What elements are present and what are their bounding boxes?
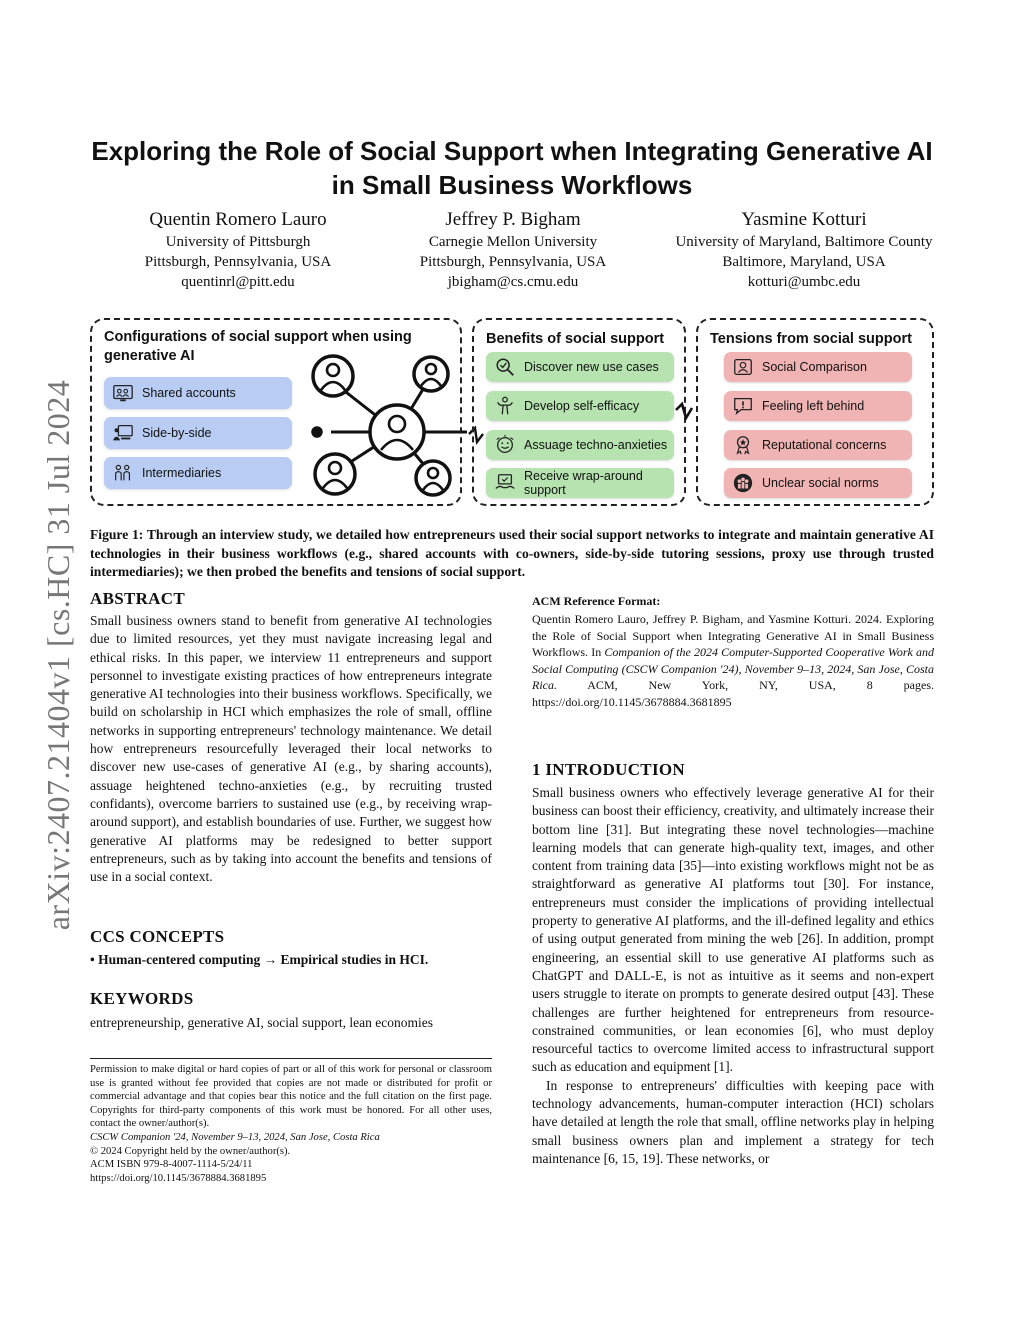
ccs-heading: CCS CONCEPTS <box>90 927 225 946</box>
benefit-item <box>486 468 674 498</box>
benefit-label: Assuage techno-anxieties <box>524 438 668 452</box>
tension-label: Social Comparison <box>762 360 867 374</box>
reference-tail: ACM, New York, NY, USA, 8 pages. https://doi.org/10.1145/3678884.3681895 <box>532 678 934 709</box>
intro-paragraph: Small business owners who effectively leverage generative AI for their business can boost their efficiency, creativity, and ultimately increase their bottom line [31]. But integrating these novel technologies—machine learning models that can generate high-quality text, images, and other content from training data [35]—into existing workflows might not be as straightforward as generative AI platforms tout [30]. For instance, entrepreneurs must consider the implications of providing intellectual property to generative AI platforms, and the ill-defined legality and ethics of using output generated from mining the web [26]. In addition, prompt engineering, an essential skill to use generative AI platforms such as ChatGPT and DALL-E, is not as intuitive as it seems and non-expert users struggle to iterate on prompts to generate desired output [43]. These challenges are further heightened for entrepreneurs from resource-constrained communities, or lean economies [6], who must deploy resourceful tactics to overcome limited access to infrastructural support such as education and equipment [1]. <box>532 785 934 1075</box>
side-by-side-icon <box>112 422 134 444</box>
tension-label: Reputational concerns <box>762 438 887 452</box>
author-location: Baltimore, Maryland, USA <box>722 254 886 270</box>
abstract-text: Small business owners stand to benefit from generative AI technologies due to limited resources, yet they must navigate increasing legal and ethical risks. In this paper, we interview 11 entrepreneurs and support personnel to investigate existing practices of how entrepreneurs integrate generative AI technologies into their business workflows. Specifically, we build on scholarship in HCI which emphasizes the role of small, offline networks in supporting entrepreneurs' technology maintenance. We detail how entrepreneurs resourcefully leveraged their local networks to discover new use-cases of generative AI (e.g., by sharing accounts), assuage heightened techno-anxieties (e.g., by recruiting trusted confidants), overcome barriers to sustained use (e.g., by receiving wrap-around support), and establish boundaries of use. Further, we suggest how generative AI platforms may be redesigned to better support entrepreneurs, such as by taking into account the benefits and tensions of use in a social context. <box>90 613 492 885</box>
shared-accounts-icon <box>112 382 134 404</box>
support-hands-icon <box>494 472 516 494</box>
author-name: Yasmine Kotturi <box>741 209 867 230</box>
tension-item <box>724 430 912 460</box>
author-location: Pittsburgh, Pennsylvania, USA <box>144 254 332 270</box>
figure-caption: Figure 1: Through an interview study, we detailed how entrepreneurs used their social support networks to integrate and maintain generative AI technologies in their business workflows (e.g., shared accounts with co-owners, side-by-side tutoring sessions, proxy use through trusted intermediaries); we then probed the benefits and tensions of social support. <box>90 527 934 579</box>
panel-title: Configurations of social support when using generative AI <box>104 329 412 364</box>
config-shared-accounts <box>104 377 292 409</box>
social-network-graph <box>297 350 497 500</box>
comparison-icon <box>732 356 754 378</box>
reference-authors: Quentin Romero Lauro, Jeffrey P. Bigham, and Yasmine Kotturi. 2024. Exploring the Role of Social Support when Integrating Generative AI in Small Business Workflows. In <box>532 612 934 660</box>
tension-item <box>724 391 912 421</box>
benefit-label: Receive wrap-around support <box>524 469 643 497</box>
intro-body <box>532 784 934 1168</box>
keywords-text: entrepreneurship, generative AI, social support, lean economies <box>90 1015 434 1030</box>
reputation-badge-icon <box>732 434 754 456</box>
group-norms-icon <box>732 472 754 494</box>
author-location: Pittsburgh, Pennsylvania, USA <box>419 254 607 270</box>
reference-venue: Companion of the 2024 Computer-Supported Cooperative Work and Social Computing (CSCW Companion '24), November 9–13, 2024, San Jose, Costa Rica. <box>532 645 935 693</box>
calm-head-icon <box>494 434 516 456</box>
config-label: Side-by-side <box>142 426 212 440</box>
figure-1 <box>90 318 934 506</box>
author-block <box>654 208 954 292</box>
footnote-divider <box>90 1058 492 1059</box>
benefit-label: Discover new use cases <box>524 360 659 374</box>
intro-paragraph: In response to entrepreneurs' difficulties with keeping pace with technology advancements, human-computer interaction (HCI) scholars have detailed at length the role that small, offline networks play in helping small business owners plan and implement a strategy for tech maintenance [6, 15, 19]. These networks, or <box>532 1077 935 1166</box>
config-side-by-side <box>104 417 292 449</box>
intermediaries-icon <box>112 462 134 484</box>
doi-link[interactable]: https://doi.org/10.1145/3678884.3681895 <box>90 1172 267 1184</box>
keywords-heading: KEYWORDS <box>90 989 194 1008</box>
permission-text: Permission to make digital or hard copies of part or all of this work for personal or classroom use is granted without fee provided that copies are not made or distributed for profit or commercial advantage and that copies bear this notice and the full citation on the first page. Copyrights for third-party components of this work must be honored. For all other uses, contact the owner/author(s). <box>90 1064 492 1130</box>
benefit-item <box>486 352 674 382</box>
copyright-line: © 2024 Copyright held by the owner/author(s). <box>90 1145 291 1157</box>
panel-benefits <box>472 318 686 506</box>
author-email[interactable]: kotturi@umbc.edu <box>747 274 861 290</box>
benefit-label: Develop self-efficacy <box>524 399 640 413</box>
venue-line: CSCW Companion '24, November 9–13, 2024, San Jose, Costa Rica <box>90 1131 380 1143</box>
panel-configurations <box>90 318 462 506</box>
author-block <box>88 208 388 292</box>
reference-heading: ACM Reference Format: <box>532 594 661 608</box>
alert-bubble-icon <box>732 395 754 417</box>
benefit-item <box>486 430 674 460</box>
panel-title: Tensions from social support <box>710 331 912 347</box>
config-label: Shared accounts <box>142 386 236 400</box>
panel-title: Benefits of social support <box>486 331 665 347</box>
abstract-heading: ABSTRACT <box>90 589 185 608</box>
author-name: Jeffrey P. Bigham <box>445 209 581 230</box>
ccs-text: • Human-centered computing → Empirical studies in HCI. <box>90 952 429 967</box>
author-affiliation: University of Pittsburgh <box>165 234 311 250</box>
author-affiliation: Carnegie Mellon University <box>428 234 598 250</box>
tension-label: Feeling left behind <box>762 399 865 413</box>
author-name: Quentin Romero Lauro <box>149 209 327 230</box>
arxiv-stamp: arXiv:2407.21404v1 [cs.HC] 31 Jul 2024 <box>40 379 76 931</box>
panel-tensions <box>696 318 934 506</box>
tension-item <box>724 352 912 382</box>
tension-label: Unclear social norms <box>762 476 879 490</box>
flexed-person-icon <box>494 395 516 417</box>
magnifier-check-icon <box>494 356 516 378</box>
paper-title: Exploring the Role of Social Support when Integrating Generative AI in Small Business Workflows <box>91 136 933 200</box>
tension-item <box>724 468 912 498</box>
author-block <box>363 208 663 292</box>
reference-text <box>532 611 934 711</box>
config-label: Intermediaries <box>142 466 222 480</box>
author-affiliation: University of Maryland, Baltimore County <box>675 234 933 250</box>
config-intermediaries <box>104 457 292 489</box>
author-email[interactable]: quentinrl@pitt.edu <box>181 274 295 290</box>
isbn-line: ACM ISBN 979-8-4007-1114-5/24/11 <box>90 1159 253 1171</box>
permission-notice <box>90 1063 492 1185</box>
author-email[interactable]: jbigham@cs.cmu.edu <box>447 274 579 290</box>
benefit-item <box>486 391 674 421</box>
intro-heading: 1 INTRODUCTION <box>532 760 685 779</box>
